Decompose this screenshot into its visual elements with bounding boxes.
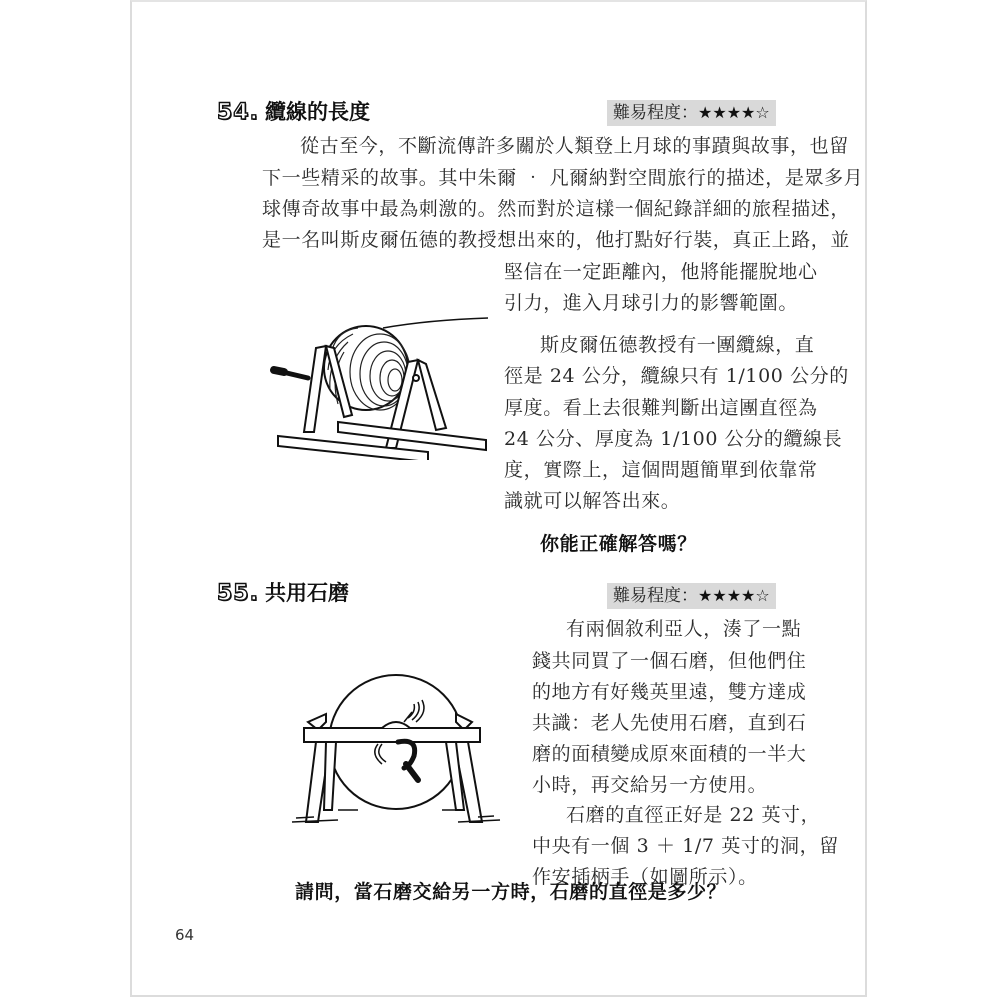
cable-reel-icon — [268, 300, 498, 460]
paragraph-line: 厚度。看上去很難判斷出這團直徑為 — [504, 397, 818, 419]
millstone-icon — [278, 660, 518, 825]
paragraph-line: 錢共同買了一個石磨，但他們住 — [532, 650, 807, 672]
star-rating-icon: ★★★★☆ — [698, 586, 770, 605]
paragraph-line: 磨的面積變成原來面積的一半大 — [532, 743, 807, 765]
paragraph-line: 識就可以解答出來。 — [504, 490, 681, 512]
paragraph-line: 石磨的直徑正好是 22 英寸， — [566, 804, 821, 826]
paragraph-line: 度，實際上，這個問題簡單到依靠常 — [504, 459, 818, 481]
section-title-text: 共用石磨 — [264, 581, 349, 605]
paragraph-line: 有兩個敘利亞人，湊了一點 — [566, 618, 802, 640]
paragraph-line: 堅信在一定距離內，他將能擺脫地心 — [504, 261, 818, 283]
paragraph-line: 引力，進入月球引力的影響範圍。 — [504, 292, 799, 314]
paragraph-line: 是一名叫斯皮爾伍德的教授想出來的，他打點好行裝，真正上路，並 — [262, 229, 851, 251]
section-54-title — [217, 96, 370, 126]
section-number: 54. — [217, 100, 259, 125]
difficulty-label: 難易程度： — [613, 586, 698, 606]
section-number: 55. — [217, 581, 259, 606]
section-title-text: 纜線的長度 — [264, 100, 370, 124]
paragraph-line: 共識：老人先使用石磨，直到石 — [532, 712, 807, 734]
star-rating-icon: ★★★★☆ — [698, 103, 770, 122]
paragraph-line: 下一些精采的故事。其中朱爾 ‧ 凡爾納對空間旅行的描述，是眾多月 — [262, 167, 864, 189]
paragraph-line: 作安插柄手（如圖所示）。 — [532, 866, 758, 888]
paragraph-line: 球傳奇故事中最為刺激的。然而對於這樣一個紀錄詳細的旅程描述， — [262, 198, 851, 220]
paragraph-line: 斯皮爾伍德教授有一團纜線，直 — [540, 334, 815, 356]
paragraph-line: 小時，再交給另一方使用。 — [532, 774, 768, 796]
difficulty-badge — [607, 100, 776, 126]
paragraph-line: 中央有一個 3 ＋ 1/7 英寸的洞，留 — [532, 835, 839, 857]
question-line: 請問，當石磨交給另一方時，石磨的直徑是多少？ — [295, 881, 727, 903]
paragraph-line: 徑是 24 公分，纜線只有 1/100 公分的 — [504, 365, 849, 387]
paragraph-line: 的地方有好幾英里遠，雙方達成 — [532, 681, 807, 703]
page-number: 64 — [175, 926, 195, 944]
paragraph-line: 從古至今，不斷流傳許多關於人類登上月球的事蹟與故事，也留 — [300, 135, 849, 157]
difficulty-badge — [607, 583, 776, 609]
difficulty-label: 難易程度： — [613, 103, 698, 123]
question-line: 你能正確解答嗎？ — [540, 533, 697, 555]
paragraph-line: 24 公分、厚度為 1/100 公分的纜線長 — [504, 428, 843, 450]
section-55-title — [217, 577, 349, 607]
